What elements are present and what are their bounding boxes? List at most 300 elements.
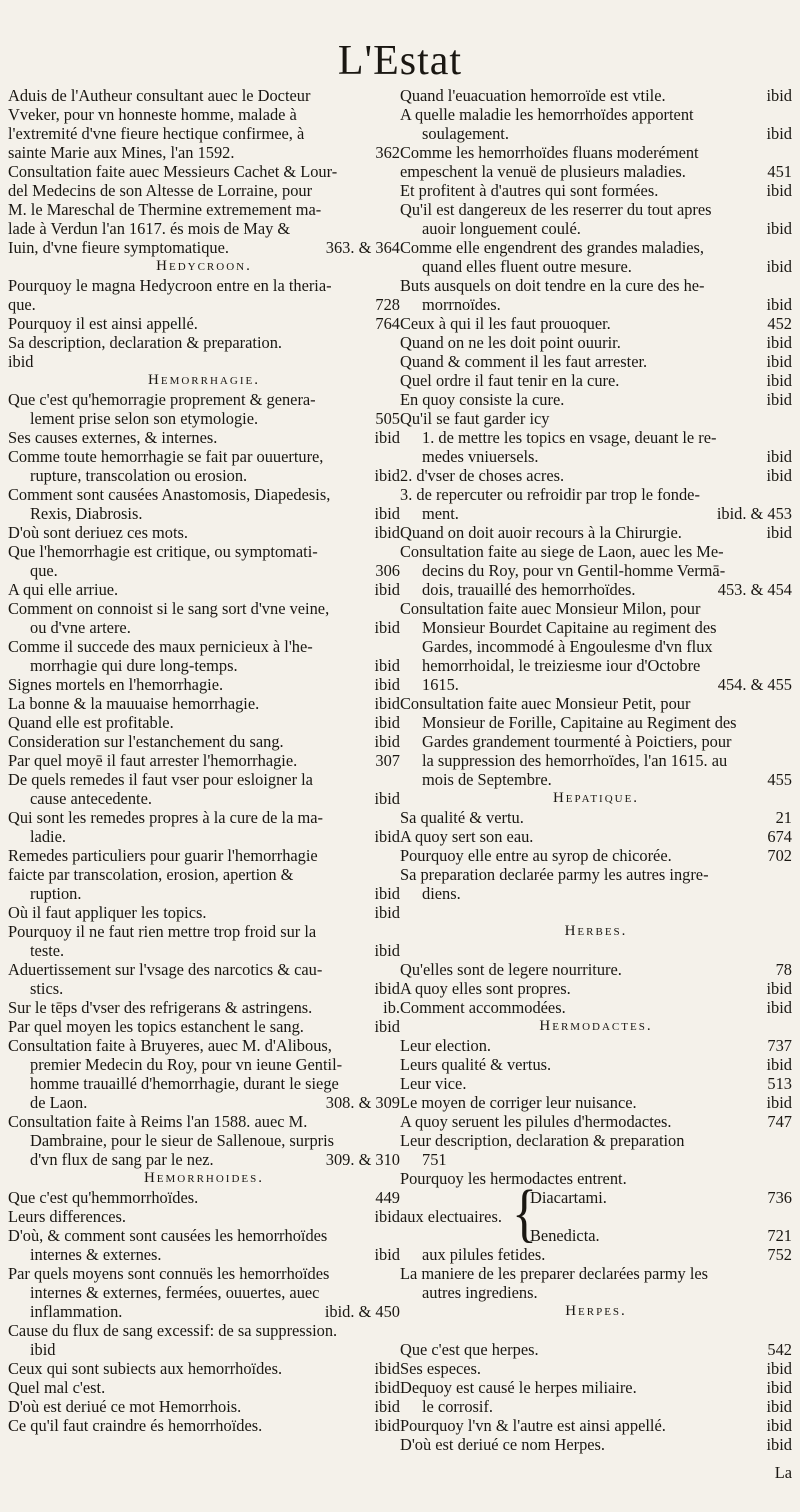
- index-entry: [400, 827, 792, 846]
- index-entry: [8, 618, 400, 637]
- index-entry: [400, 1093, 792, 1112]
- entry-text: Pourquoy il ne faut rien mettre trop froid sur la: [8, 922, 317, 941]
- entry-text: Leur election.: [400, 1036, 492, 1055]
- page-reference: ibid: [371, 1378, 401, 1397]
- index-entry: [8, 922, 400, 941]
- index-entry: [8, 1093, 400, 1112]
- index-entry: [8, 86, 400, 105]
- page-reference: 752: [763, 1245, 792, 1264]
- entry-text: Pourquoy les hermodactes entrent.: [400, 1169, 627, 1188]
- entry-text: La bonne & la mauuaise hemorrhagie.: [8, 694, 260, 713]
- section-heading-text: Herpes.: [565, 1303, 627, 1319]
- entry-text: de Laon.: [30, 1093, 88, 1112]
- index-entry: [400, 1207, 792, 1226]
- page-reference: ibid: [763, 390, 793, 409]
- page-reference: ibid: [763, 1359, 793, 1378]
- entry-text: Iuin, d'vne fieure symptomatique.: [8, 238, 229, 257]
- entry-text: Que c'est qu'hemorragie proprement & genera-: [8, 390, 316, 409]
- brace-glyph: {: [512, 1178, 537, 1250]
- entry-text: Par quel moyē il faut arrester l'hemorrhagie.: [8, 751, 298, 770]
- index-entry: [8, 941, 400, 960]
- page-reference: ibid: [371, 1416, 401, 1435]
- index-entry: [8, 1226, 400, 1245]
- index-entry: [400, 257, 792, 276]
- page-reference: 721: [763, 1226, 792, 1245]
- page-reference: ibid: [763, 1435, 793, 1454]
- index-entry: [8, 675, 400, 694]
- page-reference: ibid: [763, 295, 793, 314]
- entry-text: A quoy sert son eau.: [400, 827, 534, 846]
- entry-text: 751: [422, 1150, 447, 1169]
- index-entry: [400, 523, 792, 542]
- page-reference: ib.: [379, 998, 400, 1017]
- page-reference: ibid: [371, 466, 401, 485]
- index-entry: [8, 447, 400, 466]
- page-reference: 21: [772, 808, 792, 827]
- entry-text: la suppression des hemorrhoïdes, l'an 1615. au: [422, 751, 728, 770]
- index-entry: [400, 713, 792, 732]
- page-reference: ibid: [371, 523, 401, 542]
- page-reference: ibid: [371, 827, 401, 846]
- page-reference: ibid: [371, 656, 401, 675]
- index-entry: [8, 181, 400, 200]
- section-heading: [400, 789, 792, 808]
- index-entry: [400, 447, 792, 466]
- entry-text: 2. d'vser de choses acres.: [400, 466, 565, 485]
- entry-text: Monsieur Bourdet Capitaine au regiment des: [422, 618, 717, 637]
- entry-text: Ce qu'il faut craindre és hemorrhoïdes.: [8, 1416, 263, 1435]
- index-entry: [8, 1397, 400, 1416]
- entry-text: lement prise selon son etymologie.: [30, 409, 259, 428]
- entry-text: Remedes particuliers pour guarir l'hemorrhagie: [8, 846, 318, 865]
- entry-text: Leur description, declaration & preparation: [400, 1131, 685, 1150]
- page-reference: 455: [763, 770, 792, 789]
- entry-text: 3. de repercuter ou refroidir par trop le fonde-: [400, 485, 700, 504]
- index-entry: [400, 333, 792, 352]
- index-entry: [400, 409, 792, 428]
- index-entry: [8, 542, 400, 561]
- index-entry: [8, 903, 400, 922]
- index-entry: [8, 466, 400, 485]
- entry-text: sainte Marie aux Mines, l'an 1592.: [8, 143, 235, 162]
- entry-text: que.: [30, 561, 58, 580]
- index-entry: [8, 409, 400, 428]
- entry-text: Comme les hemorrhoïdes fluans moderément: [400, 143, 699, 162]
- entry-text: Comment on connoist si le sang sort d'vne veine,: [8, 599, 330, 618]
- index-entry: [8, 656, 400, 675]
- section-heading: [400, 1302, 792, 1321]
- page-reference: 78: [772, 960, 792, 979]
- page-reference: ibid: [763, 86, 793, 105]
- index-entry: [400, 580, 792, 599]
- entry-text: Aduis de l'Autheur consultant auec le Docteur: [8, 86, 311, 105]
- entry-text: Buts ausquels on doit tendre en la cure des he-: [400, 276, 705, 295]
- index-entry: [400, 219, 792, 238]
- index-entry: [400, 846, 792, 865]
- index-entry: [8, 789, 400, 808]
- entry-text: ment.: [422, 504, 459, 523]
- index-entry: [8, 124, 400, 143]
- entry-text: Signes mortels en l'hemorrhagie.: [8, 675, 224, 694]
- page-reference: ibid: [763, 998, 793, 1017]
- page-reference: 309. & 310: [322, 1150, 400, 1169]
- index-entry: [8, 1112, 400, 1131]
- entry-text: Sa preparation declarée parmy les autres ingre-: [400, 865, 709, 884]
- page-reference: ibid: [763, 466, 793, 485]
- index-entry: [8, 523, 400, 542]
- entry-text: Sur le tēps d'vser des refrigerans & astringens.: [8, 998, 313, 1017]
- index-entry: [8, 162, 400, 181]
- entry-text: Consultation faite auec Monsieur Milon, pour: [400, 599, 701, 618]
- index-entry: [8, 580, 400, 599]
- index-entry: [8, 1340, 400, 1359]
- index-entry: [8, 1321, 400, 1340]
- entry-text: Que l'hemorrhagie est critique, ou symptomati-: [8, 542, 318, 561]
- entry-text: l'extremité d'vne fieure hectique confirmee, à: [8, 124, 305, 143]
- index-entry: [8, 1302, 400, 1321]
- entry-text: Où il faut appliquer les topics.: [8, 903, 207, 922]
- entry-text: aux electuaires.: [400, 1207, 502, 1226]
- page-reference: ibid: [371, 504, 401, 523]
- page-reference: ibid: [763, 219, 793, 238]
- section-heading-text: Hermodactes.: [539, 1018, 653, 1034]
- catchword: La: [774, 1463, 792, 1482]
- index-entry: [400, 903, 792, 922]
- entry-text: empeschent la venuë de plusieurs maladies.: [400, 162, 686, 181]
- index-entry: [400, 295, 792, 314]
- entry-text: Rexis, Diabrosis.: [30, 504, 143, 523]
- page-reference: ibid: [371, 1017, 401, 1036]
- entry-text: faicte par transcolation, erosion, apertion &: [8, 865, 294, 884]
- entry-text: Benedicta.: [530, 1226, 600, 1245]
- entry-text: auoir longuement coulé.: [422, 219, 581, 238]
- index-entry: [400, 656, 792, 675]
- index-entry: [400, 675, 792, 694]
- index-entry: [400, 1226, 792, 1245]
- entry-text: Comme il succede des maux pernicieux à l'he-: [8, 637, 313, 656]
- index-entry: [400, 1264, 792, 1283]
- index-entry: [8, 1017, 400, 1036]
- page-reference: ibid. & 453: [713, 504, 792, 523]
- entry-text: D'où est deriué ce nom Herpes.: [400, 1435, 606, 1454]
- index-entry: [8, 1378, 400, 1397]
- page-reference: ibid: [371, 789, 401, 808]
- index-entry: [400, 276, 792, 295]
- index-entry: [400, 1359, 792, 1378]
- entry-text: La maniere de les preparer declarées parmy les: [400, 1264, 709, 1283]
- entry-text: Dequoy est causé le herpes miliaire.: [400, 1378, 637, 1397]
- index-entry: [8, 1036, 400, 1055]
- entry-text: hemorrhoidal, le treiziesme iour d'Octobre: [422, 656, 701, 675]
- index-entry: [400, 1131, 792, 1150]
- index-entry: [8, 1283, 400, 1302]
- page-reference: ibid: [763, 1416, 793, 1435]
- index-entry: [400, 1321, 792, 1340]
- index-entry: [400, 428, 792, 447]
- page-reference: ibid: [371, 979, 401, 998]
- entry-text: A quoy elles sont propres.: [400, 979, 571, 998]
- index-entry: [8, 1207, 400, 1226]
- index-entry: [8, 276, 400, 295]
- entry-text: A quelle maladie les hemorrhoïdes apportent: [400, 105, 694, 124]
- entry-text: Monsieur de Forille, Capitaine au Regiment des: [422, 713, 737, 732]
- index-entry: [8, 732, 400, 751]
- entry-text: mois de Septembre.: [422, 770, 552, 789]
- index-entry: [400, 143, 792, 162]
- index-entry: [8, 143, 400, 162]
- section-heading-text: Herbes.: [564, 923, 628, 939]
- page-reference: 747: [763, 1112, 792, 1131]
- page-reference: 308. & 309: [322, 1093, 400, 1112]
- entry-text: ou d'vne artere.: [30, 618, 131, 637]
- index-entry: [400, 485, 792, 504]
- page-reference: ibid: [371, 1359, 401, 1378]
- page-reference: ibid: [763, 979, 793, 998]
- index-entry: [400, 941, 792, 960]
- entry-text: Pourquoy l'vn & l'autre est ainsi appellé.: [400, 1416, 666, 1435]
- entry-text: homme trauaillé d'hemorrhagie, durant le siege: [30, 1074, 339, 1093]
- index-entry: [8, 751, 400, 770]
- page-reference: ibid: [371, 618, 401, 637]
- entry-text: Comment accommodées.: [400, 998, 566, 1017]
- entry-text: Leurs qualité & vertus.: [400, 1055, 552, 1074]
- page-reference: 505: [371, 409, 400, 428]
- entry-text: Ses causes externes, & internes.: [8, 428, 218, 447]
- entry-text: Pourquoy il est ainsi appellé.: [8, 314, 198, 333]
- index-entry: [8, 865, 400, 884]
- entry-text: Consultation faite au siege de Laon, auec les Me-: [400, 542, 724, 561]
- entry-text: Ses especes.: [400, 1359, 482, 1378]
- index-entry: [8, 504, 400, 523]
- index-entry: [8, 1074, 400, 1093]
- entry-text: Et profitent à d'autres qui sont formées.: [400, 181, 659, 200]
- entry-text: Vveker, pour vn honneste homme, malade à: [8, 105, 297, 124]
- entry-text: Comme toute hemorrhagie se fait par ouuerture,: [8, 447, 324, 466]
- entry-text: Consultation faite auec Monsieur Petit, pour: [400, 694, 691, 713]
- index-entry: [8, 352, 400, 371]
- index-entry: [400, 1169, 792, 1188]
- page-reference: 307: [371, 751, 400, 770]
- index-entry: [8, 333, 400, 352]
- page-reference: 449: [371, 1188, 400, 1207]
- index-entry: [8, 637, 400, 656]
- index-entry: [400, 561, 792, 580]
- index-entry: [8, 1264, 400, 1283]
- entry-text: Ceux à qui il les faut prouoquer.: [400, 314, 611, 333]
- page-reference: 453. & 454: [714, 580, 792, 599]
- page-reference: 452: [763, 314, 792, 333]
- page-title: L'Estat: [337, 38, 463, 84]
- index-entry: [400, 865, 792, 884]
- entry-text: le corrosif.: [422, 1397, 493, 1416]
- page-reference: ibid: [763, 333, 793, 352]
- entry-text: lade à Verdun l'an 1617. és mois de May &: [8, 219, 291, 238]
- entry-text: Qu'il est dangereux de les reserrer du tout apres: [400, 200, 712, 219]
- index-entry: [8, 599, 400, 618]
- index-entry: [400, 637, 792, 656]
- entry-text: aux pilules fetides.: [422, 1245, 546, 1264]
- entry-text: Quand elle est profitable.: [8, 713, 174, 732]
- index-entry: [400, 1378, 792, 1397]
- index-entry: [400, 1150, 792, 1169]
- entry-text: diens.: [422, 884, 461, 903]
- page-reference: 728: [371, 295, 400, 314]
- index-entry: [8, 713, 400, 732]
- entry-text: que.: [8, 295, 36, 314]
- page-reference: ibid: [371, 428, 401, 447]
- page-reference: 737: [763, 1036, 792, 1055]
- index-entry: [400, 466, 792, 485]
- entry-text: Gardes, incommodé à Engoulesme d'vn flux: [422, 637, 713, 656]
- entry-text: Sa description, declaration & preparation.: [8, 333, 282, 352]
- entry-text: Sa qualité & vertu.: [400, 808, 524, 827]
- entry-text: Quel ordre il faut tenir en la cure.: [400, 371, 620, 390]
- page-reference: ibid: [763, 1397, 793, 1416]
- page-reference: 363. & 364: [322, 238, 400, 257]
- index-entry: [400, 238, 792, 257]
- entry-text: Quand l'euacuation hemorroïde est vtile.: [400, 86, 666, 105]
- entry-text: Aduertissement sur l'vsage des narcotics & cau-: [8, 960, 323, 979]
- page-reference: 451: [763, 162, 792, 181]
- entry-text: Diacartami.: [530, 1188, 607, 1207]
- index-entry: [400, 998, 792, 1017]
- index-entry: [400, 1340, 792, 1359]
- index-entry: [8, 1416, 400, 1435]
- page-reference: ibid: [371, 713, 401, 732]
- index-entry: [400, 808, 792, 827]
- index-entry: [400, 1074, 792, 1093]
- index-entry: [400, 200, 792, 219]
- entry-text: quand elles fluent outre mesure.: [422, 257, 632, 276]
- entry-text: Qu'il se faut garder icy: [400, 409, 550, 428]
- entry-text: d'vn flux de sang par le nez.: [30, 1150, 214, 1169]
- page-reference: ibid: [371, 903, 401, 922]
- entry-text: Que c'est qu'hemmorrhoïdes.: [8, 1188, 199, 1207]
- entry-text: En quoy consiste la cure.: [400, 390, 565, 409]
- index-entry: [400, 352, 792, 371]
- index-entry: [400, 181, 792, 200]
- index-entry: [8, 390, 400, 409]
- page-reference: ibid: [371, 1397, 401, 1416]
- entry-text: decins du Roy, pour vn Gentil-homme Vermā-: [422, 561, 726, 580]
- index-entry: [8, 1150, 400, 1169]
- entry-text: medes vniuersels.: [422, 447, 539, 466]
- page-reference: ibid: [763, 523, 793, 542]
- entry-text: D'où sont deriuez ces mots.: [8, 523, 189, 542]
- index-entry: [8, 960, 400, 979]
- index-entry: [400, 732, 792, 751]
- index-entry: [400, 751, 792, 770]
- section-heading: [8, 371, 400, 390]
- index-entry: [400, 1416, 792, 1435]
- page-reference: ibid: [371, 941, 401, 960]
- entry-text: D'où, & comment sont causées les hemorrhoïdes: [8, 1226, 328, 1245]
- entry-text: Pourquoy elle entre au syrop de chicorée.: [400, 846, 672, 865]
- entry-text: Pourquoy le magna Hedycroon entre en la theria-: [8, 276, 332, 295]
- entry-text: ladie.: [30, 827, 66, 846]
- entry-text: De quels remedes il faut vser pour esloigner la: [8, 770, 313, 789]
- index-entry: [400, 1283, 792, 1302]
- entry-text: Comme elle engendrent des grandes maladies,: [400, 238, 705, 257]
- index-entry: [8, 1359, 400, 1378]
- entry-text: D'où est deriué ce mot Hemorrhois.: [8, 1397, 242, 1416]
- section-heading: [400, 922, 792, 941]
- index-entry: [8, 808, 400, 827]
- entry-text: Qui sont les remedes propres à la cure de la ma-: [8, 808, 323, 827]
- index-entry: [400, 1036, 792, 1055]
- entry-text: stics.: [30, 979, 64, 998]
- entry-text: Dambraine, pour le sieur de Sallenoue, surpris: [30, 1131, 335, 1150]
- section-heading-text: Hemorrhoides.: [143, 1170, 265, 1186]
- entry-text: inflammation.: [30, 1302, 123, 1321]
- index-entry: [8, 770, 400, 789]
- index-entry: [400, 1435, 792, 1454]
- entry-text: Quand & comment il les faut arrester.: [400, 352, 648, 371]
- index-entry: [8, 827, 400, 846]
- page-reference: 513: [763, 1074, 792, 1093]
- entry-text: M. le Mareschal de Thermine extremement ma-: [8, 200, 322, 219]
- index-entry: [400, 770, 792, 789]
- index-entry: [400, 960, 792, 979]
- section-heading-text: Hemorrhagie.: [148, 372, 260, 388]
- page-reference: ibid: [763, 1093, 793, 1112]
- page-reference: ibid: [371, 884, 401, 903]
- entry-text: dois, trauaillé des hemorrhoïdes.: [422, 580, 636, 599]
- section-heading: [8, 1169, 400, 1188]
- index-entry: [8, 485, 400, 504]
- entry-text: 1. de mettre les topics en vsage, deuant le re-: [422, 428, 717, 447]
- index-entry: [400, 979, 792, 998]
- page-reference: ibid: [763, 181, 793, 200]
- page-reference: ibid: [763, 447, 793, 466]
- entry-text: ibid: [30, 1340, 56, 1359]
- entry-text: soulagement.: [422, 124, 509, 143]
- entry-text: ibid: [8, 352, 34, 371]
- entry-text: premier Medecin du Roy, pour vn ieune Gentil-: [30, 1055, 343, 1074]
- entry-text: Consideration sur l'estanchement du sang.: [8, 732, 284, 751]
- index-entry: [8, 1245, 400, 1264]
- entry-text: Consultation faite auec Messieurs Cachet & Lour-: [8, 162, 338, 181]
- entry-text: morrhagie qui dure long-temps.: [30, 656, 238, 675]
- index-entry: [400, 371, 792, 390]
- index-entry: [400, 542, 792, 561]
- section-heading: [8, 257, 400, 276]
- index-entry: [8, 1131, 400, 1150]
- index-entry: [400, 1188, 792, 1207]
- page-reference: 542: [763, 1340, 792, 1359]
- entry-text: Quand on ne les doit point ouurir.: [400, 333, 621, 352]
- entry-text: Consultation faite à Bruyeres, auec M. d'Alibous,: [8, 1036, 332, 1055]
- page-reference: ibid: [371, 732, 401, 751]
- page-reference: 702: [763, 846, 792, 865]
- entry-text: Le moyen de corriger leur nuisance.: [400, 1093, 637, 1112]
- entry-text: teste.: [30, 941, 65, 960]
- index-entry: [8, 561, 400, 580]
- index-entry: [400, 694, 792, 713]
- entry-text: A qui elle arriue.: [8, 580, 119, 599]
- page-reference: ibid: [371, 694, 401, 713]
- index-entry: [8, 694, 400, 713]
- index-entry: [8, 846, 400, 865]
- entry-text: morrnoïdes.: [422, 295, 501, 314]
- entry-text: rupture, transcolation ou erosion.: [30, 466, 248, 485]
- page-reference: ibid: [763, 1378, 793, 1397]
- entry-text: Gardes grandement tourmenté à Poictiers, pour: [422, 732, 732, 751]
- index-entry: [400, 162, 792, 181]
- index-entry: [400, 86, 792, 105]
- section-heading-text: Hedycroon.: [156, 258, 252, 274]
- index-entry: [8, 1055, 400, 1074]
